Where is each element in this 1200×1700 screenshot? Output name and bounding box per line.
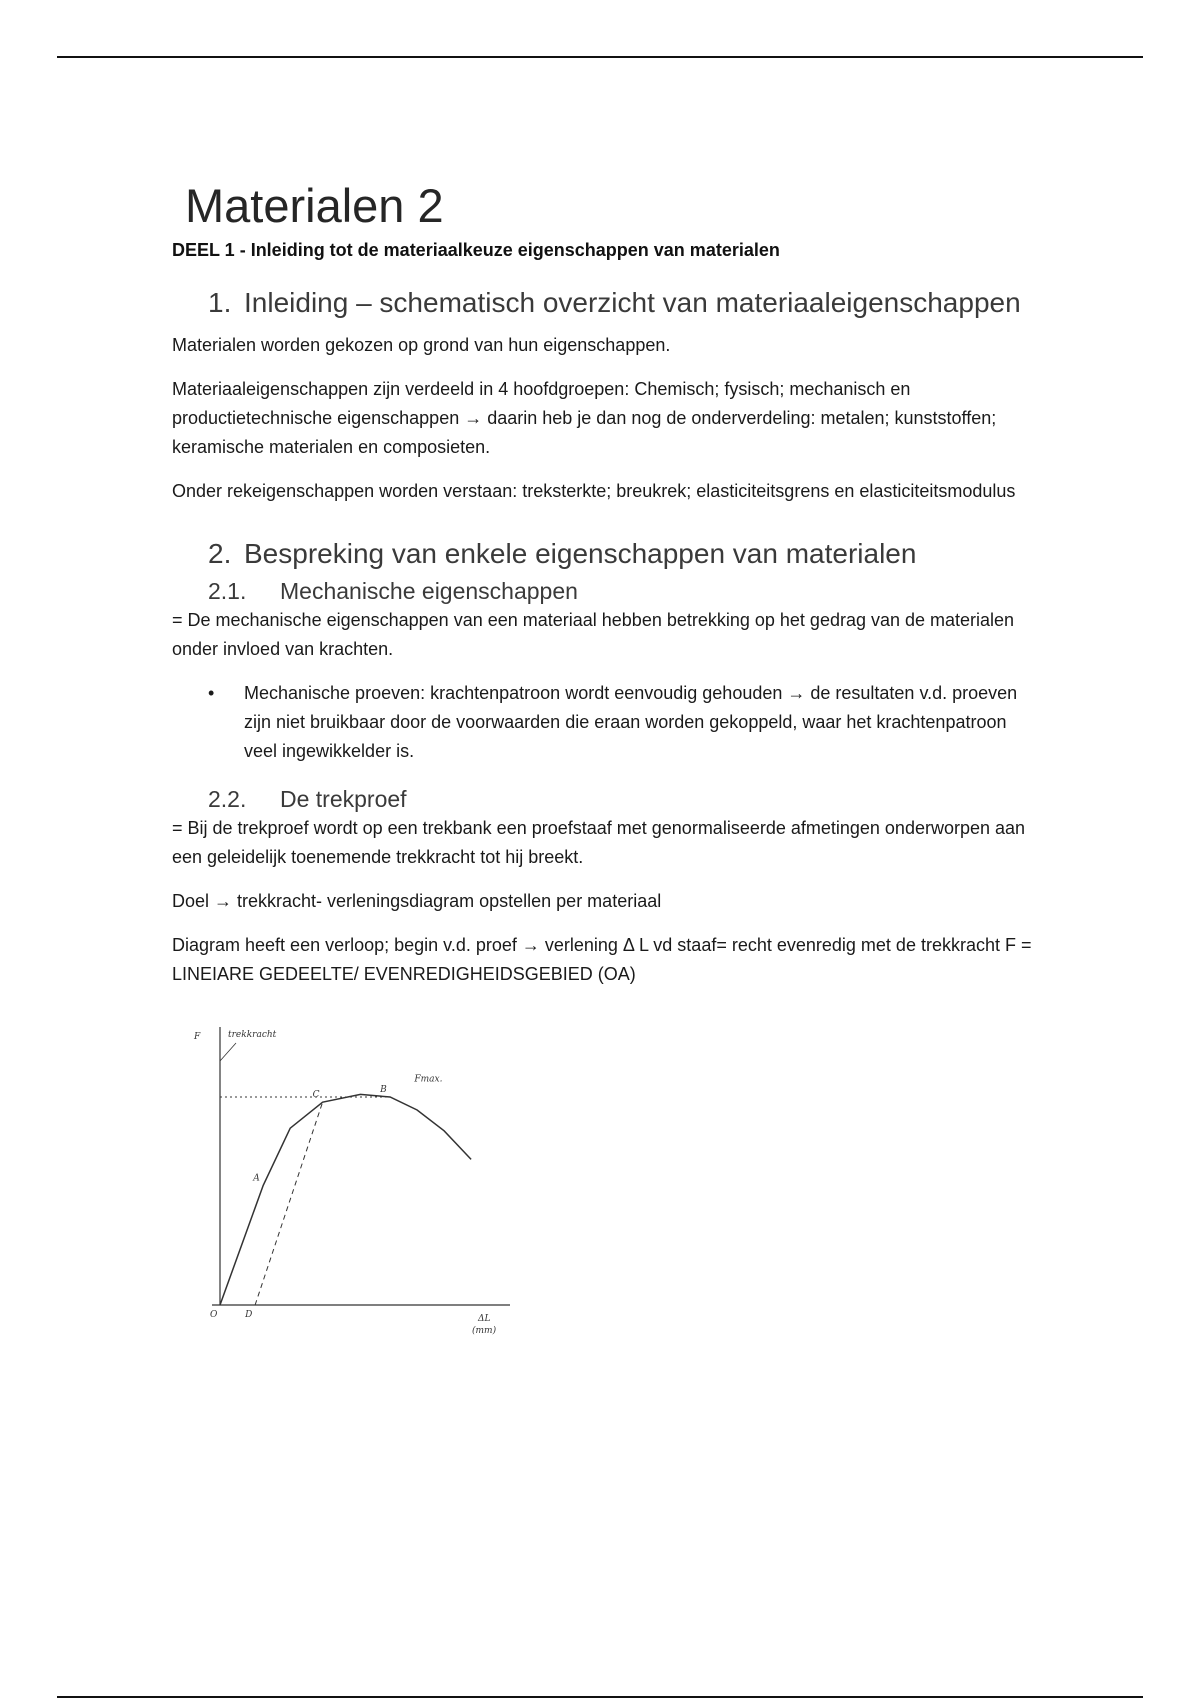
y-axis-note-leader	[220, 1043, 236, 1061]
point-label-C: C	[312, 1090, 320, 1101]
section-1-paragraph-1: Materialen worden gekozen op grond van hun eigenschappen.	[172, 335, 671, 355]
section-2-title: Bespreking van enkele eigenschappen van materialen	[244, 538, 917, 569]
section-2-number: 2.	[208, 538, 232, 569]
point-label-D: D	[245, 1310, 253, 1320]
force-elongation-chart	[172, 1015, 532, 1345]
document-body	[172, 178, 1032, 1345]
bullet-icon: •	[208, 683, 215, 703]
subsection-2-1-paragraph: = De mechanische eigenschappen van een materiaal hebben betrekking op het gedrag van de materialen onder invloed van krachten.	[172, 610, 1015, 659]
header-rule	[57, 56, 1143, 58]
footer-rule	[57, 1696, 1143, 1698]
point-label-O: O	[210, 1310, 218, 1320]
subsection-2-2-paragraph-3: Diagram heeft een verloop; begin v.d. proef → verlening Δ L vd staaf= recht evenredig met de trekkracht F = LINEIARE GEDEELTE/ EVENREDIGHEIDSGEBIED (OA)	[172, 935, 1032, 984]
y-axis-note: trekkracht	[228, 1030, 277, 1040]
annotation-fmax: Fmax.	[414, 1074, 443, 1085]
subsection-2-1-number: 2.1.	[208, 578, 247, 604]
subsection-2-1-title: Mechanische eigenschappen	[280, 578, 578, 604]
subsection-2-1-bullets	[172, 679, 1032, 766]
section-1-paragraph-2: Materiaaleigenschappen zijn verdeeld in 4 hoofdgroepen: Chemisch; fysisch; mechanisch en productietechnische eigenschappen → daarin heb je dan nog de onderverdeling: metalen; kunststoffen; keramische materialen en composieten.	[172, 379, 997, 457]
list-item	[172, 679, 1032, 766]
subsection-2-2-title: De trekproef	[280, 786, 407, 812]
chart-layer	[193, 1027, 510, 1336]
section-2-heading	[172, 532, 1032, 576]
point-label-B: B	[380, 1085, 387, 1095]
subsection-2-2-paragraph-1: = Bij de trekproef wordt op een trekbank een proefstaaf met genormaliseerde afmetingen onderworpen aan een geleidelijk toenemende trekkracht tot hij breekt.	[172, 818, 1026, 867]
subsection-2-2-paragraph-2: Doel → trekkracht- verleningsdiagram opstellen per materiaal	[172, 891, 662, 911]
section-1-title: Inleiding – schematisch overzicht van materiaaleigenschappen	[244, 287, 1021, 318]
y-axis-label: F	[194, 1032, 201, 1042]
document-subtitle: DEEL 1 - Inleiding tot de materiaalkeuze eigenschappen van materialen	[172, 240, 780, 260]
subsection-2-1-heading	[172, 576, 1032, 606]
series-line-0	[220, 1094, 471, 1305]
subsection-2-2-heading	[172, 784, 1032, 814]
x-axis-unit: (mm)	[472, 1326, 497, 1336]
document-title: Materialen 2	[185, 179, 444, 232]
section-1-heading	[172, 281, 1032, 325]
x-axis-label: ΔL	[478, 1314, 491, 1324]
point-label-A: A	[253, 1173, 260, 1184]
trekproef-diagram	[172, 1015, 532, 1345]
section-1-paragraph-3: Onder rekeigenschappen worden verstaan: treksterkte; breukrek; elasticiteitsgrens en elasticiteitsmodulus	[172, 481, 1016, 501]
bullet-text: Mechanische proeven: krachtenpatroon wordt eenvoudig gehouden → de resultaten v.d. proeven zijn niet bruikbaar door de voorwaarden die eraan worden gekoppeld, waar het krachtenpatroon veel ingewikkelder is.	[244, 683, 1018, 761]
subsection-2-2-number: 2.2.	[208, 786, 247, 812]
section-1-number: 1.	[208, 287, 232, 318]
